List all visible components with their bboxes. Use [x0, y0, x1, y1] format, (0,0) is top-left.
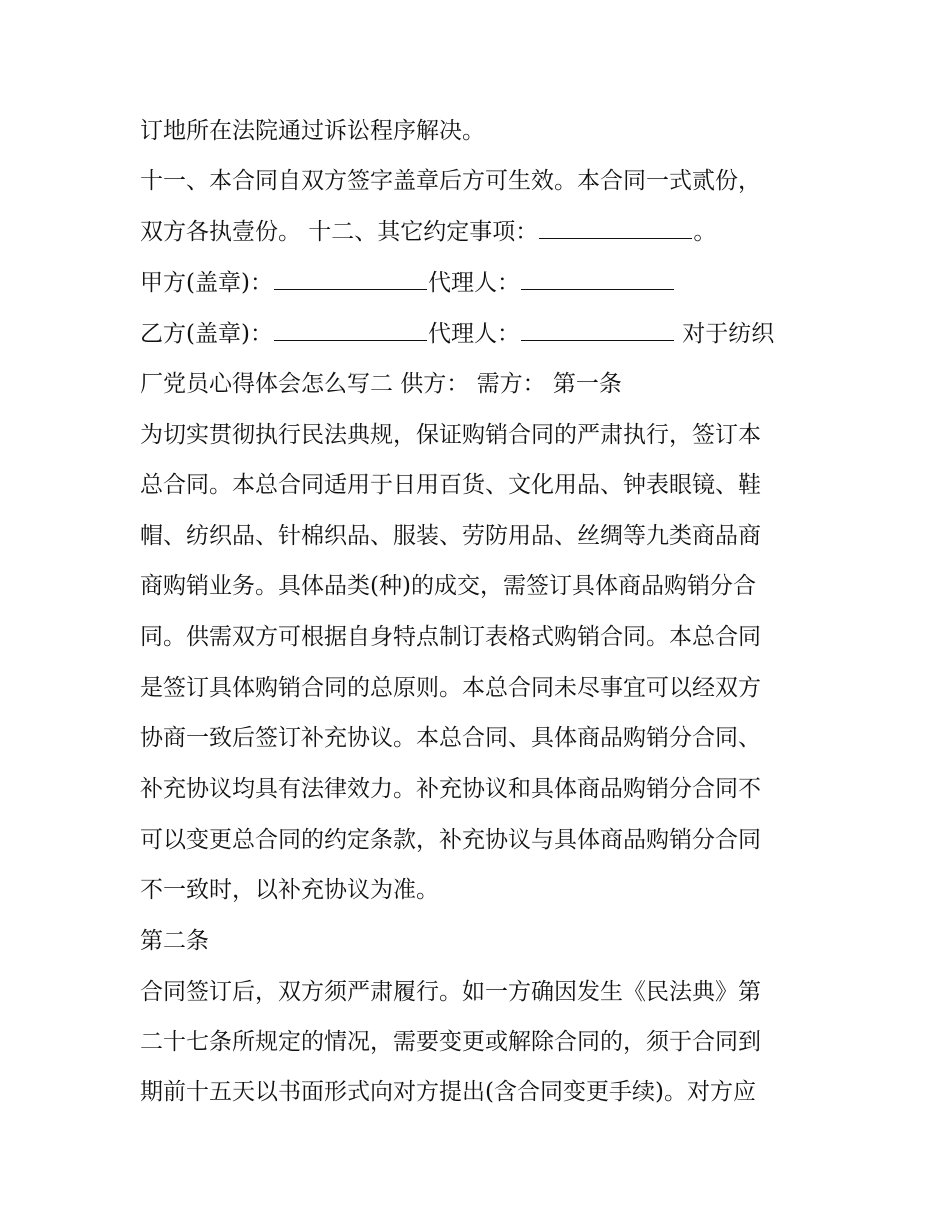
text-line: 可以变更总合同的约定条款，补充协议与具体商品购销分合同 — [140, 827, 761, 853]
fill-in-blank — [539, 217, 692, 239]
party-b-agent-blank — [521, 319, 674, 341]
text-line: 订地所在法院通过诉讼程序解决。 — [140, 118, 485, 144]
text-line: 二十七条所规定的情况，需要变更或解除合同的，须于合同到 — [140, 1029, 761, 1055]
line-text: 对于纺织 — [674, 321, 775, 347]
party-b-agent-label: 代理人： — [427, 321, 520, 347]
signature-line-party-a — [140, 268, 675, 298]
text-line: 十一、本合同自双方签字盖章后方可生效。本合同一式贰份， — [140, 168, 761, 194]
text-line: 帽、纺织品、针棉织品、服装、劳防用品、丝绸等九类商品商 — [140, 523, 761, 549]
text-line: 总合同。本总合同适用于日用百货、文化用品、钟表眼镜、鞋 — [140, 472, 761, 498]
text-line: 商购销业务。具体品类(种)的成交，需签订具体商品购销分合 — [140, 573, 756, 599]
text-line: 期前十五天以书面形式向对方提出(含合同变更手续)。对方应 — [140, 1079, 756, 1105]
signature-line-party-b — [140, 319, 774, 349]
line-text: 双方各执壹份。 十二、其它约定事项： — [140, 219, 539, 245]
party-b-seal-blank — [274, 319, 427, 341]
text-line: 不一致时，以补充协议为准。 — [140, 877, 439, 903]
text-line: 厂党员心得体会怎么写二 供方： 需方： 第一条 — [140, 371, 622, 397]
text-line: 是签订具体购销合同的总原则。本总合同未尽事宜可以经双方 — [140, 675, 761, 701]
party-a-seal-blank — [274, 268, 427, 290]
party-a-agent-blank — [521, 268, 674, 290]
text-line: 同。供需双方可根据自身特点制订表格式购销合同。本总合同 — [140, 624, 761, 650]
party-b-seal-label: 乙方(盖章)： — [140, 321, 273, 347]
line-text: 。 — [693, 219, 717, 245]
article-heading: 第二条 — [140, 928, 209, 954]
party-a-seal-label: 甲方(盖章)： — [140, 270, 273, 296]
text-line: 合同签订后，双方须严肃履行。如一方确因发生《民法典》第 — [140, 979, 761, 1005]
text-line: 补充协议均具有法律效力。补充协议和具体商品购销分合同不 — [140, 776, 761, 802]
text-line: 为切实贯彻执行民法典规，保证购销合同的严肃执行，签订本 — [140, 422, 761, 448]
text-line — [140, 217, 716, 247]
party-a-agent-label: 代理人： — [427, 270, 520, 296]
text-line: 协商一致后签订补充协议。本总合同、具体商品购销分合同、 — [140, 725, 761, 751]
